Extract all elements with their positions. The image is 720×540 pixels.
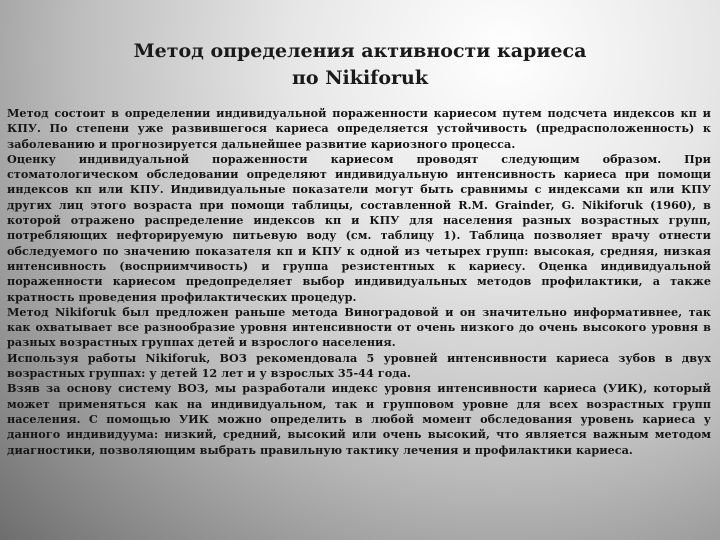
slide-title: [0, 38, 720, 92]
paragraph-method: Метод состоит в определении индивидуальной пораженности кариесом путем подсчета индексов кп и КПУ. По степени уже развившегося кариеса определяется устойчивость (предрасположенность) к заболеванию и прогнозируется дальнейшее развитие кариозного процесса.: [7, 106, 711, 151]
paragraph-assessment: Оценку индивидуальной пораженности кариесом проводят следующим образом. При стоматологическом обследовании определяют индивидуальную интенсивность кариеса при помощи индексов кп или КПУ. Индивидуальные показатели могут быть сравнимы с индексами кп или КПУ других лиц этого возраста при помощи таблицы, составленной R.M. Graindеr, G. Nikiforuk (1960), в которой отражено распределение индексов кп и КПУ для населения разных возрастных групп, потребляющих нефторируемую питьевую воду (см. таблицу 1). Таблица позволяет врачу отнести обследуемого по значению показателя кп и КПУ к одной из четырех групп: высокая, средняя, низкая интенсивность (восприимчивость) и группа резистентных к кариесу. Оценка индивидуальной пораженности кариесом предопределяет выбор индивидуальных методов профилактики, а также кратность проведения профилактических процедур.: [7, 151, 711, 304]
title-line-1: Метод определения активности кариеса: [133, 40, 587, 62]
paragraph-who: Используя работы Nikiforuk, ВОЗ рекомендовала 5 уровней интенсивности кариеса зубов в двух возрастных группах: у детей 12 лет и у взрослых 35-44 года.: [7, 350, 711, 381]
paragraph-comparison: Метод Nikiforuk был предложен раньше метода Виноградовой и он значительно информативнее, так как охватывает все разнообразие уровня интенсивности от очень низкого до очень высокого уровня в разных возрастных группах детей и взрослого населения.: [7, 304, 711, 350]
slide-body: [7, 106, 711, 458]
title-line-2: по Nikiforuk: [292, 67, 428, 89]
paragraph-uik: Взяв за основу систему ВОЗ, мы разработали индекс уровня интенсивности кариеса (УИК), который может применяться как на индивидуальном, так и групповом уровне для всех возрастных групп населения. С помощью УИК можно определить в любой момент обследования уровень кариеса у данного индивидуума: низкий, средний, высокий или очень высокий, что является важным методом диагностики, позволяющим выбрать правильную тактику лечения и профилактики кариеса.: [7, 381, 711, 457]
